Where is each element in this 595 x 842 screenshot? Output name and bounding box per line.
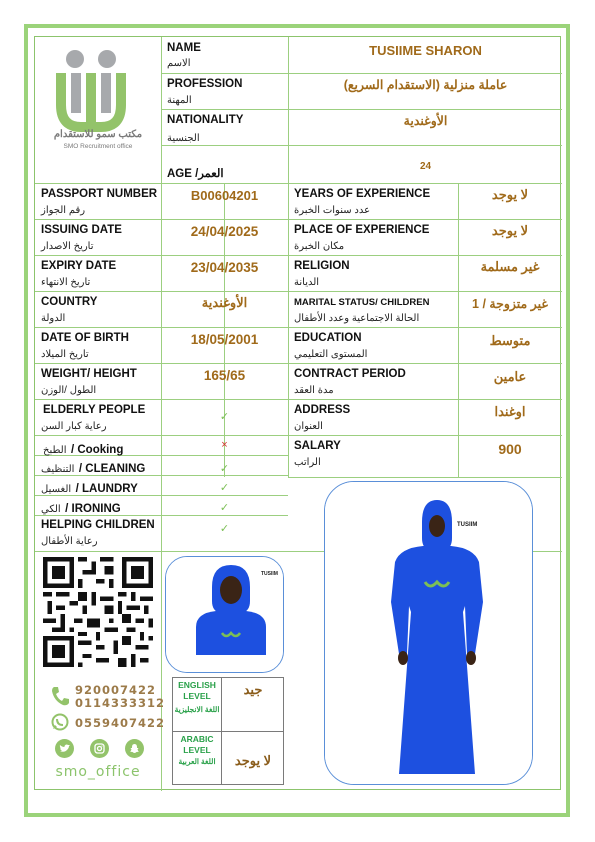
cv-page [34,36,561,790]
country-label-ar: الدولة [41,313,66,324]
english-level-label: ENGLISH LEVEL [178,680,216,701]
expiry-date-label: EXPIRY DATE [41,260,117,272]
logo [35,37,161,183]
nationality-label: NATIONALITY [167,114,244,126]
skill-cooking-label: الطبخ / Cooking [43,444,124,456]
issuing-date-label: ISSUING DATE [41,224,122,236]
address-label: ADDRESS [294,404,351,416]
skill-laundry-label: الغسيل / LAUNDRY [41,483,138,495]
salary-label: SALARY [294,440,341,452]
phone-icon [50,685,70,707]
marital-label-ar: الحالة الاجتماعية وعدد الأطفال [294,313,420,324]
expiry-date-value: 23/04/2035 [190,260,259,275]
skill-laundry-check: ✓ [219,482,230,494]
twitter-icon[interactable] [55,739,74,758]
profession-value: عاملة منزلية (الاستقدام السريع) [343,78,508,92]
english-level-value: جيد [243,682,263,697]
contract-value: عامين [493,369,527,384]
skill-cooking-cross: × [221,439,228,451]
skill-cleaning-label: التنظيف / CLEANING [41,463,146,475]
place-experience-label: PLACE OF EXPERIENCE [294,224,430,236]
contract-label-ar: مدة العقد [294,385,334,396]
full-body-photo-label: TUSIIM [457,522,478,528]
skill-cooking-label-ar: الطبخ [43,445,67,456]
nationality-value: الأوغندية [403,114,448,128]
religion-label: RELIGION [294,260,350,272]
years-experience-label: YEARS OF EXPERIENCE [294,188,431,200]
country-value: الأوغندية [201,295,248,310]
years-experience-value: لا يوجد [491,187,529,202]
name-value: TUSIIME SHARON [369,43,482,58]
passport-photo [165,556,284,673]
phone-primary[interactable]: 920007422 [75,683,157,697]
skill-laundry-label-en: LAUNDRY [82,483,138,495]
skill-children-label-ar: رعاية الأطفال [41,536,98,547]
skill-ironing-label-en: IRONING [71,503,121,515]
skill-cleaning-label-en: CLEANING [85,463,146,475]
passport-photo-image [166,557,284,673]
skill-children-label: HELPING CHILDREN [41,519,155,531]
age-label: AGE /العمر [167,168,224,180]
address-value: اوغندا [494,404,526,419]
place-experience-value: لا يوجد [491,223,529,238]
profession-label: PROFESSION [167,78,243,90]
skill-elderly-label: ELDERLY PEOPLE [43,404,146,416]
education-label-ar: المستوى التعليمي [294,349,368,360]
qr-code [43,557,153,667]
logo-arabic: مكتب سمو للاستقدام [53,129,143,140]
marital-value: غير متزوجة / 1 [472,297,548,311]
phone-secondary[interactable]: 0114333312 [75,696,166,710]
age-value: 24 [419,161,432,172]
years-experience-label-ar: عدد سنوات الخبرة [294,205,371,216]
nationality-label-ar: الجنسية [167,133,200,144]
issuing-date-label-ar: تاريخ الاصدار [41,241,94,252]
arabic-level-value: لا يوجد [234,753,272,768]
logo-english: SMO Recruitment office [63,143,133,150]
skill-cleaning-check: ✓ [219,463,230,475]
name-label: NAME [167,42,201,54]
contract-label: CONTRACT PERIOD [294,368,406,380]
education-label: EDUCATION [294,332,362,344]
social-handle: smo_office [55,764,141,780]
full-body-photo-image [325,482,533,785]
salary-value: 900 [498,441,522,457]
country-label: COUNTRY [41,296,98,308]
passport-photo-label: TUSIIM [261,571,278,577]
profession-label-ar: المهنة [167,95,192,106]
education-value: متوسط [489,333,531,348]
arabic-level-label-ar: اللغة العربية [178,757,216,766]
skill-cooking-label-en: Cooking [77,444,124,456]
whatsapp-number[interactable]: 0559407422 [75,716,166,730]
passport-label-ar: رقم الجواز [41,205,86,216]
marital-label: MARITAL STATUS/ CHILDREN [294,297,430,308]
skill-laundry-label-ar: الغسيل [41,484,72,495]
skill-elderly-check: ✓ [219,411,230,423]
full-body-photo [324,481,533,785]
dob-value: 18/05/2001 [190,332,259,347]
issuing-date-value: 24/04/2025 [190,224,259,239]
logo-mark [35,37,161,142]
weight-height-label-ar: الطول /الوزن [41,385,97,396]
passport-value: B00604201 [190,188,259,203]
religion-value: غير مسلمة [480,259,540,274]
place-experience-label-ar: مكان الخبرة [294,241,345,252]
english-level-label-ar: اللغة الانجليزية [174,705,220,714]
expiry-date-label-ar: تاريخ الانتهاء [41,277,91,288]
arabic-level-label: ARABIC LEVEL [180,734,214,755]
skill-ironing-check: ✓ [219,502,230,514]
skill-cleaning-label-ar: التنظيف [41,464,75,475]
whatsapp-icon [51,713,69,731]
passport-label: PASSPORT NUMBER [41,188,158,200]
name-label-ar: الاسم [167,58,191,69]
skill-children-check: ✓ [219,523,230,535]
salary-label-ar: الراتب [294,457,321,468]
instagram-icon[interactable] [90,739,109,758]
weight-height-label: WEIGHT/ HEIGHT [41,368,137,380]
weight-height-value: 165/65 [203,368,246,383]
dob-label: DATE OF BIRTH [41,332,129,344]
skill-ironing-label: الكي / IRONING [41,503,121,515]
snapchat-icon[interactable] [125,739,144,758]
skill-ironing-label-ar: الكي [41,504,61,515]
religion-label-ar: الديانة [294,277,320,288]
skill-elderly-label-ar: رعاية كبار السن [41,421,107,432]
address-label-ar: العنوان [294,421,323,432]
dob-label-ar: تاريخ الميلاد [41,349,89,360]
